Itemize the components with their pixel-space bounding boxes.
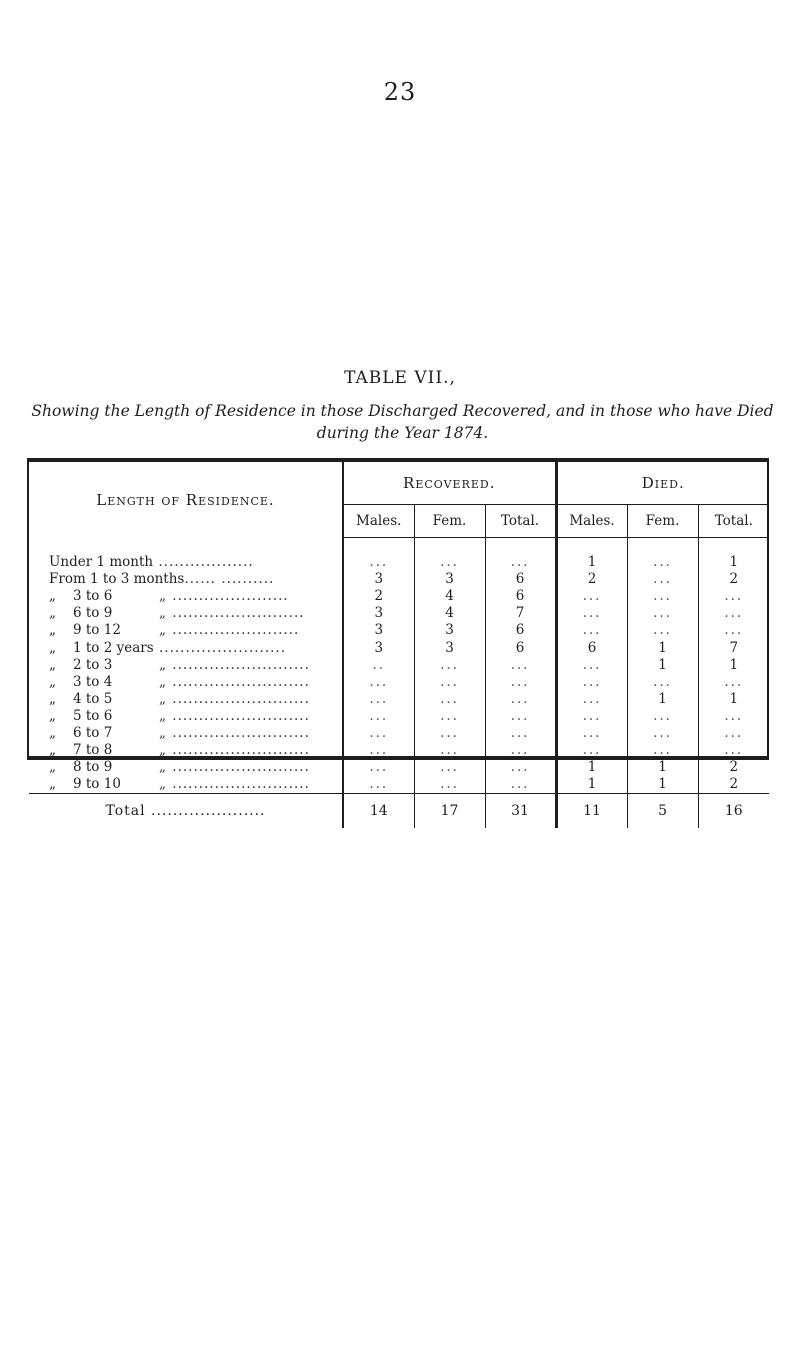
leader-dots: „ ........................: [159, 622, 300, 639]
total-row: [29, 794, 769, 829]
recovered-total-cell: ...: [485, 759, 556, 776]
died-males-cell: 1: [556, 776, 627, 794]
residence-range: 3 to 6: [73, 588, 113, 605]
died-males-cell: ...: [556, 605, 627, 622]
residence-range: 7 to 8: [73, 742, 113, 759]
died-total-cell: ...: [724, 588, 744, 605]
total-died-total: 16: [698, 794, 769, 829]
page-number: 23: [383, 78, 417, 106]
residence-cell: [29, 725, 343, 742]
died-total-cell: ...: [724, 673, 744, 690]
died-total-cell: 1: [729, 554, 739, 571]
residence-cell: [29, 622, 343, 639]
table-row: [29, 725, 769, 742]
recovered-males-cell: 3: [343, 622, 414, 639]
residence-range: 8 to 9: [73, 759, 113, 776]
died-total-cell: 1: [729, 656, 739, 673]
table-row: [29, 759, 769, 776]
died-males-cell: 2: [556, 571, 627, 588]
recovered-males-cell: ...: [343, 759, 414, 776]
table-caption: Showing the Length of Residence in those Discharged Recovered, and in those who have Died during the Year 1874.: [31, 402, 774, 442]
recovered-males-cell: ...: [343, 674, 414, 691]
recovered-fem-cell: ...: [414, 725, 485, 742]
died-fem-cell: ...: [627, 674, 698, 691]
total-died-fem: 5: [627, 794, 698, 829]
recovered-males-cell: ...: [343, 742, 414, 759]
died-fem-cell: 1: [627, 657, 698, 674]
died-males-cell: ...: [556, 742, 627, 759]
ditto-mark: „: [49, 724, 56, 741]
table-row: [29, 571, 769, 588]
residence-cell: [29, 776, 343, 794]
recovered-fem-cell: ...: [414, 708, 485, 725]
residence-range: 1 to 2 years: [73, 639, 154, 656]
table-row: [29, 708, 769, 725]
died-fem-cell: 1: [627, 759, 698, 776]
leader-dots: „ ..........................: [159, 656, 310, 673]
died-males-cell: ...: [556, 657, 627, 674]
ditto-mark: „: [49, 742, 56, 759]
ditto-mark: „: [49, 605, 56, 622]
residence-range: 5 to 6: [73, 707, 113, 724]
recovered-total-cell: ...: [485, 657, 556, 674]
recovered-fem-cell: ...: [414, 674, 485, 691]
died-fem-cell: 1: [627, 691, 698, 708]
died-fem-cell: ...: [627, 622, 698, 639]
total-label: Total .....................: [29, 794, 343, 829]
ditto-mark: „: [49, 690, 56, 707]
died-males-cell: 1: [556, 554, 627, 571]
leader-dots: ..................: [153, 554, 254, 571]
residence-cell: [29, 674, 343, 691]
died-fem-cell: ...: [627, 708, 698, 725]
residence-cell: [29, 639, 343, 656]
ditto-mark: „: [49, 759, 56, 776]
died-males-cell: 6: [556, 639, 627, 656]
died-fem-cell: ...: [627, 554, 698, 571]
recovered-total-cell: ...: [485, 725, 556, 742]
table-row: [29, 639, 769, 656]
recovered-fem-cell: 3: [414, 571, 485, 588]
recovered-fem-cell: 3: [414, 639, 485, 656]
residence-cell: [29, 708, 343, 725]
died-fem-cell: ...: [627, 725, 698, 742]
table-title: TABLE VII.,: [344, 368, 456, 388]
recovered-males-cell: ...: [343, 708, 414, 725]
recovered-total-cell: 6: [485, 622, 556, 639]
residence-range: 2 to 3: [73, 656, 113, 673]
leader-dots: „ ..........................: [159, 759, 310, 776]
ditto-mark: „: [49, 639, 56, 656]
died-males-cell: ...: [556, 622, 627, 639]
recovered-males-cell: ...: [343, 691, 414, 708]
died-fem-cell: ...: [627, 571, 698, 588]
recovered-males-cell: ...: [343, 554, 414, 571]
table-row: [29, 554, 769, 571]
total-recovered-males: 14: [343, 794, 414, 829]
died-males-cell: ...: [556, 588, 627, 605]
died-total-cell: 2: [729, 776, 739, 793]
recovered-fem-cell: ...: [414, 554, 485, 571]
residence-table-grid: [29, 462, 769, 828]
died-total-cell: 7: [729, 639, 739, 656]
residence-range: 4 to 5: [73, 690, 113, 707]
leader-dots: „ ..........................: [159, 673, 310, 690]
total-died-males: 11: [556, 794, 627, 829]
residence-cell: [29, 657, 343, 674]
residence-range: Under 1 month: [49, 554, 154, 571]
died-total-cell: ...: [724, 622, 744, 639]
died-fem-cell: ...: [627, 742, 698, 759]
leader-dots: „ ..........................: [159, 742, 310, 759]
recovered-males-cell: ...: [343, 776, 414, 794]
leader-dots: „ ..........................: [159, 776, 310, 793]
table-row: [29, 605, 769, 622]
residence-cell: [29, 742, 343, 759]
total-recovered-fem: 17: [414, 794, 485, 829]
residence-cell: [29, 571, 343, 588]
recovered-total-cell: ...: [485, 674, 556, 691]
recovered-fem-cell: ...: [414, 759, 485, 776]
residence-range: 9 to 12: [73, 622, 121, 639]
recovered-fem-cell: 4: [414, 588, 485, 605]
ditto-mark: „: [49, 707, 56, 724]
died-total-cell: ...: [724, 605, 744, 622]
died-males-cell: 1: [556, 759, 627, 776]
residence-range: 3 to 4: [73, 673, 113, 690]
table-row: [29, 691, 769, 708]
table-row: [29, 622, 769, 639]
died-males-cell: ...: [556, 708, 627, 725]
residence-range: 9 to 10: [73, 776, 121, 793]
leader-dots: ........................: [159, 639, 286, 656]
died-males-cell: ...: [556, 674, 627, 691]
died-fem-header: Fem.: [627, 505, 698, 538]
recovered-fem-cell: 4: [414, 605, 485, 622]
died-total-header: Total.: [698, 505, 769, 538]
recovered-males-cell: 3: [343, 639, 414, 656]
ditto-mark: „: [49, 776, 56, 793]
table-row: [29, 588, 769, 605]
leader-dots: „ .........................: [159, 605, 305, 622]
residence-cell: [29, 588, 343, 605]
ditto-mark: „: [49, 622, 56, 639]
died-total-cell: 2: [729, 759, 739, 776]
recovered-males-cell: 3: [343, 605, 414, 622]
residence-cell: [29, 691, 343, 708]
recovered-total-header: Total.: [485, 505, 556, 538]
recovered-total-cell: ...: [485, 691, 556, 708]
recovered-males-cell: ..: [343, 657, 414, 674]
table-row: [29, 742, 769, 759]
table-row: [29, 776, 769, 794]
died-group-header: Died.: [641, 474, 685, 492]
residence-cell: [29, 605, 343, 622]
died-total-cell: 1: [729, 690, 739, 707]
recovered-fem-header: Fem.: [414, 505, 485, 538]
ditto-mark: „: [49, 673, 56, 690]
recovered-total-cell: ...: [485, 776, 556, 794]
recovered-males-header: Males.: [343, 505, 414, 538]
leader-dots: „ ..........................: [159, 690, 310, 707]
died-fem-cell: ...: [627, 588, 698, 605]
leader-dots: „ ..........................: [159, 707, 310, 724]
residence-table: [27, 458, 769, 820]
table-row: [29, 657, 769, 674]
residence-range: From 1 to 3 months: [49, 571, 185, 588]
recovered-males-cell: 2: [343, 588, 414, 605]
died-males-cell: ...: [556, 691, 627, 708]
recovered-males-cell: 3: [343, 571, 414, 588]
recovered-total-cell: 6: [485, 639, 556, 656]
recovered-males-cell: ...: [343, 725, 414, 742]
recovered-total-cell: ...: [485, 742, 556, 759]
residence-column-header: Length of Residence.: [29, 462, 343, 538]
recovered-total-cell: ...: [485, 708, 556, 725]
ditto-mark: „: [49, 588, 56, 605]
residence-range: 6 to 7: [73, 724, 113, 741]
recovered-fem-cell: ...: [414, 776, 485, 794]
leader-dots: „ ..........................: [159, 724, 310, 741]
ditto-mark: „: [49, 656, 56, 673]
residence-range: 6 to 9: [73, 605, 113, 622]
died-total-cell: ...: [724, 742, 744, 759]
died-total-cell: ...: [724, 707, 744, 724]
recovered-total-cell: 7: [485, 605, 556, 622]
recovered-fem-cell: ...: [414, 657, 485, 674]
leader-dots: „ ......................: [159, 588, 289, 605]
residence-cell: [29, 759, 343, 776]
table-row: [29, 674, 769, 691]
recovered-total-cell: 6: [485, 571, 556, 588]
died-males-header: Males.: [556, 505, 627, 538]
total-recovered-total: 31: [485, 794, 556, 829]
recovered-fem-cell: 3: [414, 622, 485, 639]
recovered-total-cell: 6: [485, 588, 556, 605]
died-total-cell: ...: [724, 724, 744, 741]
recovered-total-cell: ...: [485, 554, 556, 571]
leader-dots: ...... ..........: [184, 571, 275, 588]
died-males-cell: ...: [556, 725, 627, 742]
recovered-fem-cell: ...: [414, 691, 485, 708]
died-total-cell: 2: [729, 571, 739, 588]
recovered-fem-cell: ...: [414, 742, 485, 759]
recovered-group-header: Recovered.: [343, 462, 556, 505]
died-fem-cell: 1: [627, 639, 698, 656]
died-fem-cell: 1: [627, 776, 698, 794]
died-fem-cell: ...: [627, 605, 698, 622]
residence-cell: [29, 554, 343, 571]
